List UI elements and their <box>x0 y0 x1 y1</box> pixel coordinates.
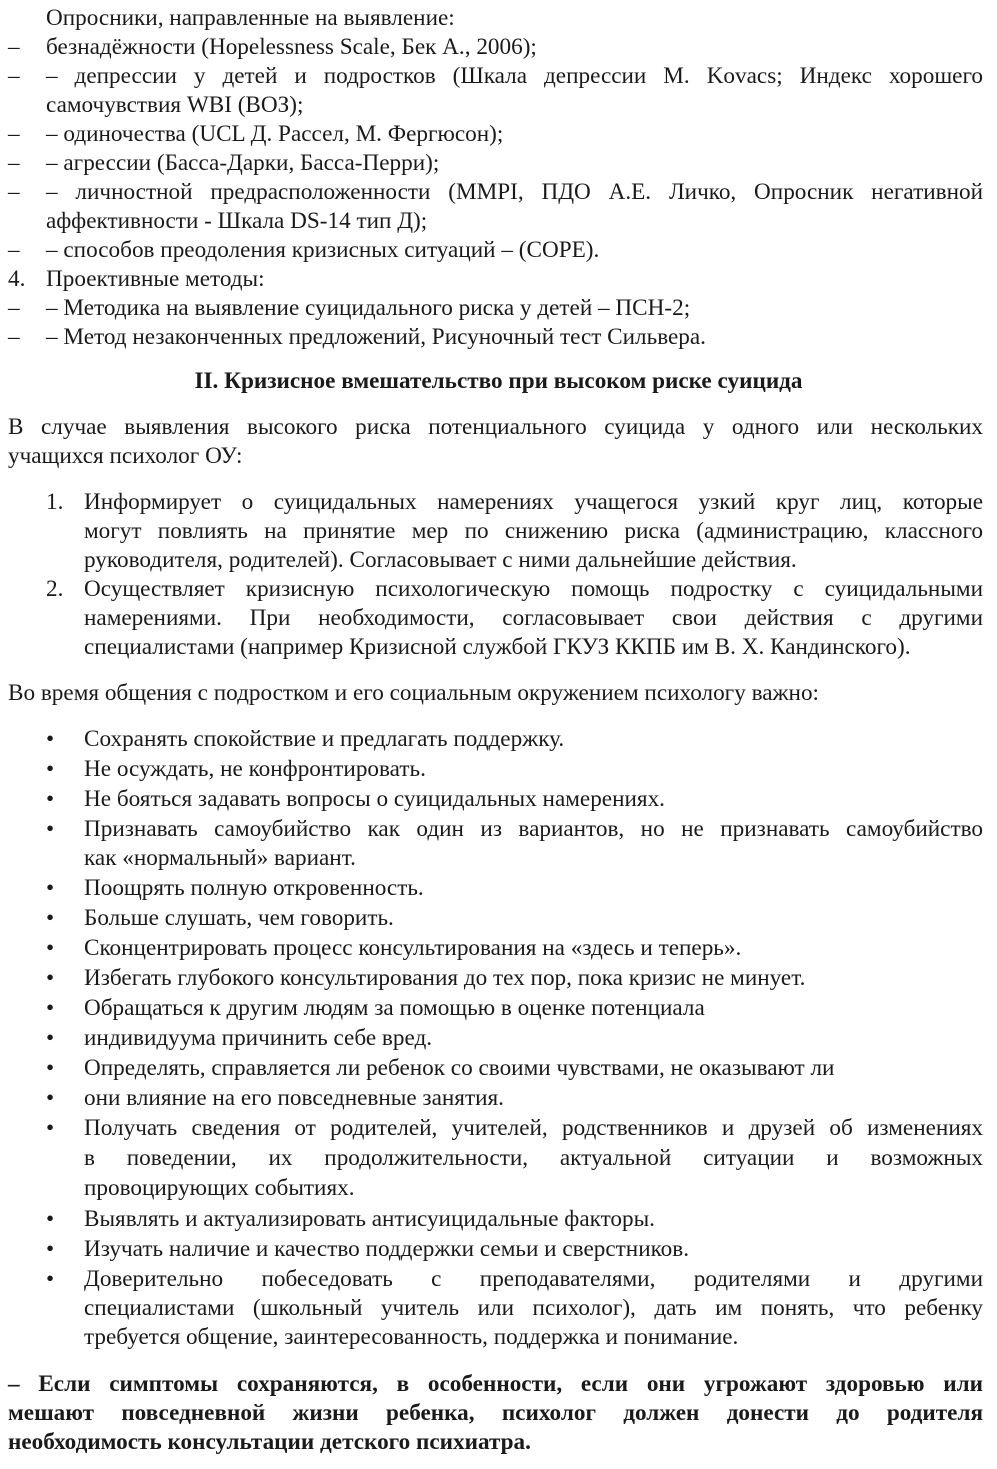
list-number: 4. <box>8 266 26 292</box>
bullet-item-continuation <box>0 844 997 873</box>
list-item <box>0 33 997 62</box>
bullet-item <box>0 755 997 784</box>
bullet-text: Доверительно побеседовать с преподавателями, родителями и другими <box>84 1266 983 1292</box>
bullet-item <box>0 934 997 963</box>
dash-marker: – <box>8 34 20 60</box>
numbered-item-continuation <box>0 546 997 575</box>
bullet-text: индивидуума причинить себе вред. <box>84 1025 433 1051</box>
list-item <box>0 120 997 149</box>
list-item <box>0 178 997 207</box>
list-item-text: – одиночества (UCL Д. Рассел, М. Фергюсон); <box>46 121 504 147</box>
bullet-text: провоцирующих событиях. <box>84 1175 355 1201</box>
bullet-marker: • <box>46 1055 55 1081</box>
bullet-marker: • <box>46 756 55 782</box>
numbered-item-text: Осуществляет кризисную психологическую помощь подростку с суицидальными <box>84 576 983 602</box>
bullet-text: Изучать наличие и качество поддержки семьи и сверстников. <box>84 1236 690 1262</box>
list-item <box>0 294 997 323</box>
list-item <box>0 62 997 91</box>
bullet-item <box>0 725 997 754</box>
projective-heading: Проективные методы: <box>46 266 265 292</box>
list-item-continuation <box>0 207 997 236</box>
bullet-text: как «нормальный» вариант. <box>84 845 356 871</box>
list-item-text: – Методика на выявление суицидального риска у детей – ПСН-2; <box>46 295 691 321</box>
bullet-marker: • <box>46 1266 55 1292</box>
list-item-text: – депрессии у детей и подростков (Шкала депрессии M. Kovacs; Индекс хорошего <box>46 63 983 89</box>
paragraph-text: учащихся психолог ОУ: <box>8 443 243 469</box>
bullet-text: Избегать глубокого консультирования до тех пор, пока кризис не минует. <box>84 965 806 991</box>
dash-marker: – <box>8 63 20 89</box>
communication-intro-line <box>0 679 997 708</box>
bullet-text: Поощрять полную откровенность. <box>84 875 424 901</box>
numbered-item-continuation <box>0 604 997 633</box>
bullet-item-continuation <box>0 1174 997 1203</box>
bullet-marker: • <box>46 935 55 961</box>
bullet-text: требуется общение, заинтересованность, поддержка и понимание. <box>84 1324 739 1350</box>
bullet-item <box>0 1205 997 1234</box>
conclusion-text: – Если симптомы сохраняются, в особенности, если они угрожают здоровью или <box>8 1371 983 1397</box>
bullet-marker: • <box>46 1236 55 1262</box>
paragraph-text: В случае выявления высокого риска потенциального суицида у одного или нескольких <box>8 414 983 440</box>
conclusion-line <box>0 1399 997 1428</box>
numbered-item <box>0 488 997 517</box>
list-item-text: – личностной предрасположенности (MMPI, ПДО А.Е. Личко, Опросник негативной <box>46 179 983 205</box>
bullet-text: Обращаться к другим людям за помощью в оценке потенциала <box>84 995 705 1021</box>
bullet-text: Получать сведения от родителей, учителей, родственников и друзей об изменениях <box>84 1115 983 1141</box>
dash-marker: – <box>8 179 20 205</box>
bullet-text: специалистами (школьный учитель или психолог), дать им понять, что ребенку <box>84 1295 983 1321</box>
list-item-continuation <box>0 91 997 120</box>
numbered-item <box>0 575 997 604</box>
bullet-text: Не осуждать, не конфронтировать. <box>84 756 426 782</box>
list-item-text: безнадёжности (Hopelessness Scale, Бек А., 2006); <box>46 34 537 60</box>
bullet-item <box>0 1114 997 1143</box>
dash-marker: – <box>8 150 20 176</box>
list-number: 2. <box>46 576 64 602</box>
bullet-text: Определять, справляется ли ребенок со своими чувствами, не оказывают ли <box>84 1055 835 1081</box>
bullet-marker: • <box>46 875 55 901</box>
dash-marker: – <box>8 324 20 350</box>
bullet-item <box>0 815 997 844</box>
bullet-item <box>0 1054 997 1083</box>
bullet-item <box>0 904 997 933</box>
list-item <box>0 149 997 178</box>
bullet-text: Больше слушать, чем говорить. <box>84 905 394 931</box>
bullet-text: Сохранять спокойствие и предлагать поддержку. <box>84 726 565 752</box>
list-item-text: самочувствия WBI (ВОЗ); <box>46 92 304 118</box>
bullet-item-continuation <box>0 1144 997 1173</box>
intro-line <box>0 413 997 442</box>
list-item <box>0 236 997 265</box>
bullet-text: Не бояться задавать вопросы о суицидальных намерениях. <box>84 786 665 812</box>
communication-intro: Во время общения с подростком и его социальным окружением психологу важно: <box>8 680 819 706</box>
conclusion-line <box>0 1370 997 1399</box>
bullet-marker: • <box>46 786 55 812</box>
bullet-marker: • <box>46 816 55 842</box>
dash-marker: – <box>8 295 20 321</box>
dash-marker: – <box>8 237 20 263</box>
list-item-text: – способов преодоления кризисных ситуаций – (COPE). <box>46 237 600 263</box>
bullet-marker: • <box>46 1206 55 1232</box>
bullet-marker: • <box>46 995 55 1021</box>
conclusion-text: мешают повседневной жизни ребенка, психолог должен донести до родителя <box>8 1400 983 1426</box>
projective-heading-line <box>0 265 997 294</box>
bullet-item <box>0 785 997 814</box>
bullet-text: Сконцентрировать процесс консультирования на «здесь и теперь». <box>84 935 742 961</box>
list-item-text: – Метод незаконченных предложений, Рисуночный тест Сильвера. <box>46 324 706 350</box>
conclusion-line <box>0 1428 997 1457</box>
bullet-text: Признавать самоубийство как один из вариантов, но не признавать самоубийство <box>84 816 983 842</box>
intro-line <box>0 442 997 471</box>
bullet-marker: • <box>46 1085 55 1111</box>
bullet-item <box>0 964 997 993</box>
list-item-text: – агрессии (Басса-Дарки, Басса-Перри); <box>46 150 440 176</box>
bullet-marker: • <box>46 965 55 991</box>
bullet-item <box>0 994 997 1023</box>
bullet-item <box>0 1084 997 1113</box>
list-number: 1. <box>46 489 64 515</box>
bullet-item <box>0 874 997 903</box>
bullet-item-continuation <box>0 1294 997 1323</box>
bullet-text: они влияние на его повседневные занятия. <box>84 1085 504 1111</box>
numbered-item-text: могут повлиять на принятие мер по снижению риска (администрацию, классного <box>84 518 983 544</box>
bullet-marker: • <box>46 1025 55 1051</box>
numbered-item-text: Информирует о суицидальных намерениях учащегося узкий круг лиц, которые <box>84 489 983 515</box>
numbered-item-text: намерениями. При необходимости, согласовывает свои действия с другими <box>84 605 983 631</box>
bullet-marker: • <box>46 905 55 931</box>
numbered-item-text: руководителя, родителей). Согласовывает с ними дальнейшие действия. <box>84 547 797 573</box>
dash-marker: – <box>8 121 20 147</box>
bullet-item <box>0 1024 997 1053</box>
questionnaires-heading: Опросники, направленные на выявление: <box>46 5 455 31</box>
conclusion-text: необходимость консультации детского психиатра. <box>8 1429 531 1455</box>
section-title: II. Кризисное вмешательство при высоком риске суицида <box>194 368 803 394</box>
numbered-item-text: специалистами (например Кризисной службой ГКУЗ ККПБ им В. Х. Кандинского). <box>84 634 911 660</box>
bullet-item <box>0 1265 997 1294</box>
bullet-item <box>0 1235 997 1264</box>
bullet-text: Выявлять и актуализировать антисуицидальные факторы. <box>84 1206 655 1232</box>
numbered-item-continuation <box>0 633 997 662</box>
bullet-item-continuation <box>0 1323 997 1352</box>
questionnaires-heading-line <box>0 4 997 33</box>
numbered-item-continuation <box>0 517 997 546</box>
bullet-marker: • <box>46 1115 55 1141</box>
bullet-text: в поведении, их продолжительности, актуальной ситуации и возможных <box>84 1145 983 1171</box>
bullet-marker: • <box>46 726 55 752</box>
list-item-text: аффективности - Шкала DS-14 тип Д); <box>46 208 428 234</box>
list-item <box>0 323 997 352</box>
